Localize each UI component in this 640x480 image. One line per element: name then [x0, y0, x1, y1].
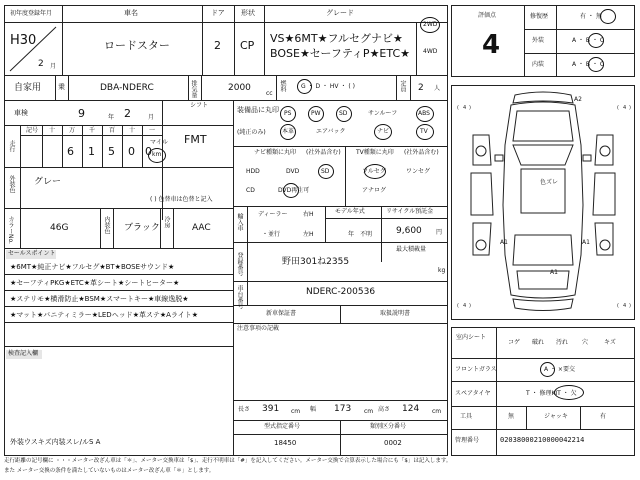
- navi-sd: SD: [321, 168, 330, 175]
- ac-label: 冷房: [163, 216, 170, 228]
- door-label: ドア: [211, 9, 225, 17]
- first-reg-year: H30: [10, 33, 37, 48]
- car-body-diagram: [451, 85, 635, 320]
- management-label: 管理番号: [455, 437, 480, 444]
- purpose-label: 乗: [58, 83, 65, 91]
- interior-color-value: ブラック: [124, 223, 160, 233]
- displacement-unit: cc: [266, 90, 273, 97]
- model-code: DBA-NDERC: [100, 83, 154, 93]
- seat-label: 室内シート: [456, 334, 487, 341]
- svg-text:): ): [469, 105, 471, 111]
- import-left: 左H: [303, 231, 314, 238]
- displacement-value: 2000: [228, 83, 251, 93]
- capacity-label: 定員: [399, 80, 406, 92]
- score-value: 4: [482, 30, 501, 60]
- navi-subtitle: (社外品含む): [306, 149, 341, 156]
- exterior-color-note: ( ) 色替車は色替と記入: [150, 196, 213, 203]
- ac-value: AAC: [192, 223, 211, 233]
- tv-subtitle: (社外品含む): [404, 149, 439, 156]
- capacity-value: 2: [418, 83, 424, 93]
- equip-leather: 本革: [282, 128, 295, 135]
- jack-label: ジャッキ: [544, 413, 568, 420]
- exterior-color-value: グレー: [34, 177, 62, 187]
- tv-analog: アナログ: [362, 187, 387, 194]
- width-label: 幅: [310, 406, 317, 413]
- svg-text:): ): [629, 303, 631, 309]
- svg-text:4: 4: [463, 303, 467, 309]
- displacement-label: 排気量: [190, 80, 197, 98]
- repair-label: 修復歴: [530, 13, 549, 20]
- length-label: 長さ: [238, 406, 251, 413]
- height-unit: cm: [432, 408, 442, 415]
- repair-no-circle: [600, 9, 616, 24]
- drive-2wd: 2WD: [423, 21, 438, 28]
- exterior-b-circle: [588, 33, 604, 48]
- first-reg-month: 2: [38, 59, 44, 69]
- sales-point-label: セールスポイント: [8, 250, 56, 257]
- tv-title: TV種類に丸印: [356, 149, 394, 156]
- new-car-warranty: 新車保証書: [266, 310, 297, 317]
- spare-tire-value: T ・ 修理KIT ・ 欠: [526, 390, 577, 397]
- type-designation-label: 型式指定番号: [264, 423, 301, 430]
- jack-value: 有: [600, 413, 607, 420]
- equip-sd: SD: [339, 110, 348, 117]
- navi-dvd-play: DVD再生可: [278, 187, 310, 194]
- fuel-options: G ・ D ・ HV ・ ( ): [301, 83, 355, 90]
- svg-text:4: 4: [623, 303, 627, 309]
- unit-10k: 万: [69, 127, 76, 134]
- tools-value: 無: [508, 413, 515, 420]
- svg-text:(: (: [617, 303, 619, 309]
- mileage-digit-10: 0: [128, 145, 135, 158]
- equip-ps: PS: [284, 110, 292, 117]
- inspection-month: 2: [124, 107, 131, 120]
- body-label: 形状: [241, 9, 255, 17]
- unit-1: 一: [149, 127, 156, 134]
- first-reg-label: 初年度登録年月: [10, 10, 53, 17]
- mileage-digit-10k: 6: [67, 145, 74, 158]
- length-unit: cm: [291, 408, 301, 415]
- model-year-label: モデル年式: [335, 208, 365, 215]
- equip-sunroof: サンルーフ: [368, 110, 398, 117]
- svg-text:(: (: [617, 105, 619, 111]
- interior-b-circle: [588, 57, 604, 72]
- mile-label: マイル: [150, 139, 168, 146]
- door-value: 2: [214, 39, 221, 52]
- mileage-digit-100: 5: [108, 145, 115, 158]
- navi-title: ナビ種類に丸印: [254, 149, 297, 156]
- max-load-unit: kg: [438, 267, 446, 274]
- class-number-label: 類別区分番号: [370, 423, 407, 430]
- recycle-label: リサイクル預託金: [386, 208, 434, 215]
- registration-label: 登録番号: [236, 252, 243, 276]
- fuel-label: 燃料: [279, 80, 286, 92]
- car-name: ロードスター: [104, 39, 170, 52]
- svg-text:): ): [629, 105, 631, 111]
- first-reg-month-unit: 月: [50, 63, 57, 70]
- color-no-label: カラーNo.: [7, 216, 14, 244]
- mileage-label: 走行: [8, 140, 15, 152]
- unit-100k: 十: [49, 127, 56, 134]
- footer-note-1: 走行距離の記号欄に ・・・メーター改ざん車は「＊」、メーター交換車は「$」、走行不明車は「#」を記入してください。メーター交換で合算表示した場合にも「$」は記入します。: [4, 458, 452, 464]
- grade-line2: BOSE★セーフティP★ETC★: [270, 47, 410, 60]
- registration-value: 野田301ね2355: [282, 257, 350, 267]
- tools-label: 工具: [460, 413, 473, 420]
- recycle-unit: 円: [436, 229, 443, 236]
- inspection-label: 車検: [14, 109, 28, 117]
- front-glass-label: フロントガラス: [455, 366, 497, 373]
- import-right: 右H: [303, 211, 314, 218]
- inspector-label: 検査記入欄: [8, 350, 39, 357]
- svg-text:(: (: [457, 303, 459, 309]
- seat-stain: 汚れ: [556, 339, 569, 346]
- svg-text:(: (: [457, 105, 459, 111]
- navi-hdd: HDD: [246, 168, 260, 175]
- mileage-digit-1k: 1: [88, 145, 95, 158]
- name-label: 車名: [124, 9, 138, 17]
- sales-line-2: ★セーフティPKG★ETC★革シート★シートヒーター★: [10, 279, 180, 287]
- diagram-mark-a1-rear: A1: [550, 269, 558, 276]
- recycle-value: 9,600: [396, 226, 422, 236]
- model-year-value: 年 不明: [348, 231, 373, 238]
- shift-label: シフト: [190, 102, 209, 109]
- km-label: km: [152, 151, 162, 158]
- tv-fullseg: フルセグ: [362, 168, 386, 175]
- front-glass-value: A ・ ×要交: [544, 366, 575, 373]
- diagram-mark-a2: A2: [574, 96, 582, 103]
- navi-cd: CD: [246, 187, 255, 194]
- seat-scratch: キズ: [604, 339, 616, 346]
- equip-tv: TV: [420, 128, 428, 135]
- width-value: 173: [334, 404, 352, 414]
- grade-label: グレード: [326, 9, 354, 17]
- spare-tire-label: スペアタイヤ: [455, 390, 491, 397]
- inspection-year: 9: [78, 107, 85, 120]
- repair-options: 有 ・ 無: [580, 13, 602, 20]
- interior-grade-options: A ・ B ・ C: [572, 61, 605, 68]
- seat-hole: 穴: [582, 339, 589, 346]
- height-label: 高さ: [378, 406, 391, 413]
- caution-label: 注意事項の記載: [237, 325, 280, 332]
- type-designation-value: 18450: [274, 439, 297, 447]
- chassis-value: NDERC-200536: [306, 287, 376, 297]
- diagram-mark-a1-right: A1: [582, 239, 590, 246]
- score-label: 評価点: [478, 12, 497, 19]
- spare-kit-circle: [554, 385, 584, 400]
- unit-100: 百: [109, 127, 116, 134]
- diagram-mark-a1-left: A1: [500, 239, 508, 246]
- class-number-value: 0002: [384, 439, 402, 447]
- exterior-grade-options: A ・ B ・ C: [572, 37, 605, 44]
- unit-10: 十: [129, 127, 136, 134]
- seat-tear: 破れ: [532, 339, 545, 346]
- management-value: 02038000210000042214: [500, 436, 585, 444]
- equip-navi: ナビ: [377, 128, 390, 135]
- height-value: 124: [402, 404, 420, 414]
- grade-line1: VS★6MT★フルセグナビ★: [270, 32, 403, 45]
- drive-4wd: 4WD: [423, 48, 438, 55]
- equip-pw: PW: [311, 110, 321, 117]
- svg-text:): ): [469, 303, 471, 309]
- import-label: 輸入車: [236, 213, 243, 231]
- import-dealer: ディーラー: [258, 211, 288, 218]
- equip-airbag: エアバック: [316, 128, 346, 135]
- equip-abs: ABS: [418, 110, 430, 117]
- length-value: 391: [262, 404, 280, 414]
- equipment-subtitle: (純正のみ): [237, 129, 266, 136]
- sales-line-1: ★6MT★純正ナビ★フルセグ★BT★BOSEサウンド★: [10, 263, 175, 271]
- svg-text:4: 4: [623, 105, 627, 111]
- use-label: 自家用: [14, 83, 42, 93]
- front-glass-a-circle: [540, 362, 555, 377]
- sales-line-3: ★ステリモ★横滑防止★BSM★スマートキー★車線逸脱★: [10, 295, 189, 303]
- mileage-digit-1: 0: [145, 145, 152, 158]
- inspection-year-unit: 年: [108, 114, 115, 121]
- tv-oneseg: ワンセグ: [406, 168, 431, 175]
- diagram-mark-color-diff: 色ズレ: [540, 179, 559, 186]
- body-value: CP: [240, 39, 255, 52]
- mileage-record-label: 記号: [26, 127, 39, 134]
- svg-text:4: 4: [463, 105, 467, 111]
- sales-line-4: ★マット★バニティミラー★LEDヘッド★革ステ★Aライト★: [10, 311, 198, 319]
- navi-dvd: DVD: [286, 168, 300, 175]
- exterior-grade-label: 外装: [532, 37, 545, 44]
- chassis-label: 車台番号: [236, 285, 243, 309]
- seat-burn: コゲ: [508, 339, 521, 346]
- shift-value: FMT: [184, 133, 207, 146]
- inspector-note: 外装ウスキズ内装スレ/ルS A: [10, 438, 101, 446]
- capacity-unit: 人: [434, 85, 441, 92]
- equipment-title: 装備品に丸印: [237, 106, 279, 114]
- color-no-value: 46G: [50, 223, 69, 233]
- inspection-month-unit: 月: [148, 114, 155, 121]
- max-load-label: 最大積載量: [396, 246, 427, 253]
- unit-1k: 千: [89, 127, 96, 134]
- manual-label: 取扱説明書: [380, 310, 411, 317]
- interior-color-label: 内装色: [103, 216, 110, 234]
- import-parallel: ・並行: [262, 231, 281, 238]
- footer-note-2: また メーター交換の条件を満たしていないものはメーター改ざん車「＊」とします。: [4, 468, 215, 474]
- interior-grade-label: 内装: [532, 61, 545, 68]
- exterior-color-label: 外装色: [8, 175, 15, 193]
- width-unit: cm: [364, 408, 374, 415]
